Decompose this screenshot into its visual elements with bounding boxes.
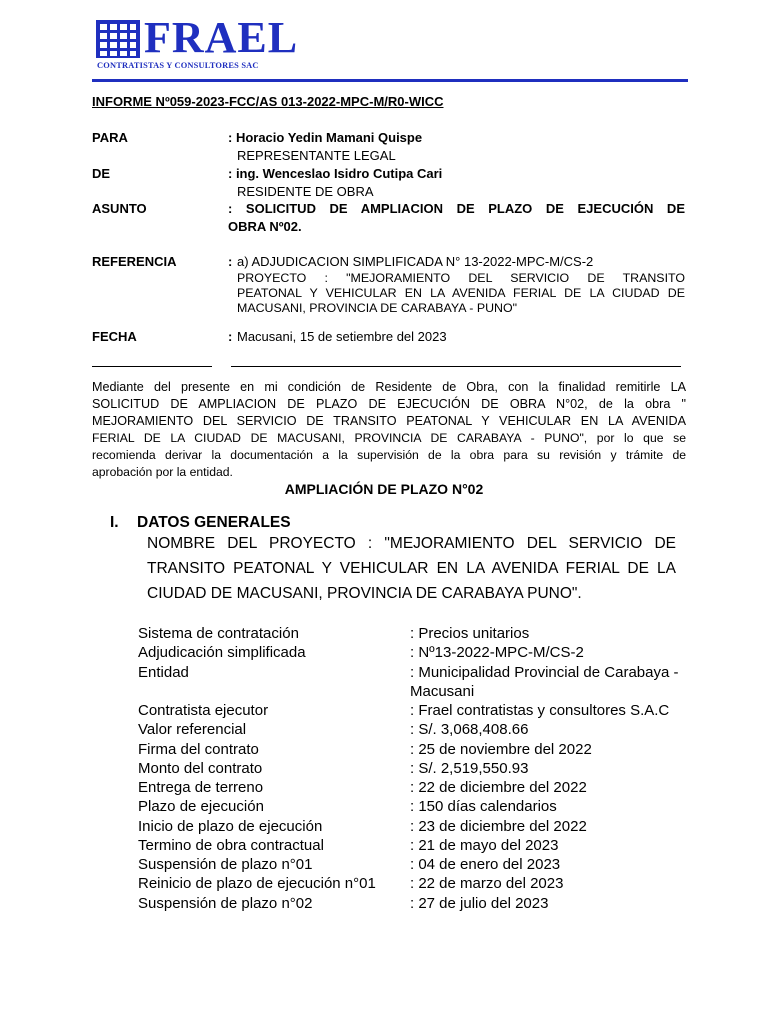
row-value: : Frael contratistas y consultores S.A.C	[410, 702, 670, 719]
para-value: : Horacio Yedin Mamani Quispe	[228, 130, 423, 145]
row-value: : Precios unitarios	[410, 625, 530, 642]
section-heading: DATOS GENERALES	[137, 514, 291, 531]
fecha-label: FECHA	[92, 329, 137, 344]
row-label: Sistema de contratación	[138, 625, 299, 642]
row-value: : 150 días calendarios	[410, 798, 557, 815]
row-label: Termino de obra contractual	[138, 837, 324, 854]
row-value: : 22 de diciembre del 2022	[410, 779, 587, 796]
project-name-line-2: TRANSITO PEATONAL Y VEHICULAR EN LA AVENIDA FERIAL DE LA	[147, 560, 676, 577]
paragraph-line-1: Mediante del presente en mi condición de Residente de Obra, con la finalidad remitirle LA	[92, 380, 686, 394]
paragraph-line-6: aprobación por la entidad.	[92, 465, 233, 479]
row-value: : Municipalidad Provincial de Carabaya -	[410, 664, 679, 681]
row-label: Plazo de ejecución	[138, 798, 264, 815]
para-role: REPRESENTANTE LEGAL	[237, 148, 396, 163]
report-title: INFORME Nº059-2023-FCC/AS 013-2022-MPC-M/R0-WICC	[92, 94, 444, 109]
de-label: DE	[92, 166, 111, 181]
asunto-line-1: : SOLICITUD DE AMPLIACION DE PLAZO DE EJECUCIÓN DE	[228, 201, 685, 216]
paragraph-line-5: recomienda derivar la documentación a la supervisión de la obra para su revisión y trámite de	[92, 448, 686, 462]
row-label: Adjudicación simplificada	[138, 644, 306, 661]
de-role: RESIDENTE DE OBRA	[237, 184, 374, 199]
asunto-label: ASUNTO	[92, 201, 147, 216]
row-value: : 25 de noviembre del 2022	[410, 741, 592, 758]
fecha-value: Macusani, 15 de setiembre del 2023	[237, 329, 447, 344]
row-label: Entrega de terreno	[138, 779, 264, 796]
section-title: AMPLIACIÓN DE PLAZO N°02	[284, 481, 484, 497]
separator-line	[231, 366, 681, 367]
referencia-line-1: a) ADJUDICACION SIMPLIFICADA N° 13-2022-MPC-M/CS-2	[237, 254, 594, 269]
row-label: Firma del contrato	[138, 741, 259, 758]
fecha-colon: :	[228, 329, 233, 344]
building-logo-icon	[96, 18, 140, 58]
referencia-line-2: PROYECTO : "MEJORAMIENTO DEL SERVICIO DE TRANSITO	[237, 271, 685, 285]
row-value: : 23 de diciembre del 2022	[410, 818, 587, 835]
row-value-continuation: Macusani	[410, 683, 475, 700]
brand-name: FRAEL	[144, 13, 299, 62]
row-value: : 22 de marzo del 2023	[410, 875, 564, 892]
referencia-line-3: PEATONAL Y VEHICULAR EN LA AVENIDA FERIAL DE LA CIUDAD DE	[237, 286, 685, 300]
project-name-line-1: NOMBRE DEL PROYECTO : "MEJORAMIENTO DEL SERVICIO DE	[147, 535, 676, 552]
paragraph-line-3: MEJORAMIENTO DEL SERVICIO DE TRANSITO PEATONAL Y VEHICULAR EN LA AVENIDA	[92, 414, 686, 428]
row-label: Inicio de plazo de ejecución	[138, 818, 323, 835]
separator-line-left	[92, 366, 212, 367]
referencia-colon: :	[228, 254, 233, 269]
section-number: I.	[110, 514, 119, 531]
header-divider	[92, 79, 688, 82]
row-label: Valor referencial	[138, 721, 247, 738]
referencia-line-4: MACUSANI, PROVINCIA DE CARABAYA - PUNO"	[237, 301, 518, 315]
row-value: : 27 de julio del 2023	[410, 895, 549, 912]
asunto-line-2: OBRA Nº02.	[228, 219, 302, 234]
paragraph-line-4: FERIAL DE LA CIUDAD DE MACUSANI, PROVINCIA DE CARABAYA - PUNO", por lo que se	[92, 431, 686, 445]
row-value: : 04 de enero del 2023	[410, 856, 561, 873]
row-label: Entidad	[138, 664, 189, 681]
de-value: : ing. Wenceslao Isidro Cutipa Cari	[228, 166, 443, 181]
row-label: Contratista ejecutor	[138, 702, 269, 719]
referencia-label: REFERENCIA	[92, 254, 177, 269]
row-value: : Nº13-2022-MPC-M/CS-2	[410, 644, 584, 661]
row-value: : S/. 3,068,408.66	[410, 721, 529, 738]
paragraph-line-2: SOLICITUD DE AMPLIACION DE PLAZO DE EJECUCIÓN DE OBRA N°02, de la obra "	[92, 397, 686, 411]
row-value: : S/. 2,519,550.93	[410, 760, 529, 777]
para-label: PARA	[92, 130, 128, 145]
brand-tagline: CONTRATISTAS Y CONSULTORES SAC	[97, 61, 259, 70]
row-label: Suspensión de plazo n°02	[138, 895, 313, 912]
row-value: : 21 de mayo del 2023	[410, 837, 559, 854]
project-name-line-3: CIUDAD DE MACUSANI, PROVINCIA DE CARABAYA PUNO".	[147, 585, 582, 602]
row-label: Monto del contrato	[138, 760, 263, 777]
row-label: Suspensión de plazo n°01	[138, 856, 313, 873]
row-label: Reinicio de plazo de ejecución n°01	[138, 875, 376, 892]
